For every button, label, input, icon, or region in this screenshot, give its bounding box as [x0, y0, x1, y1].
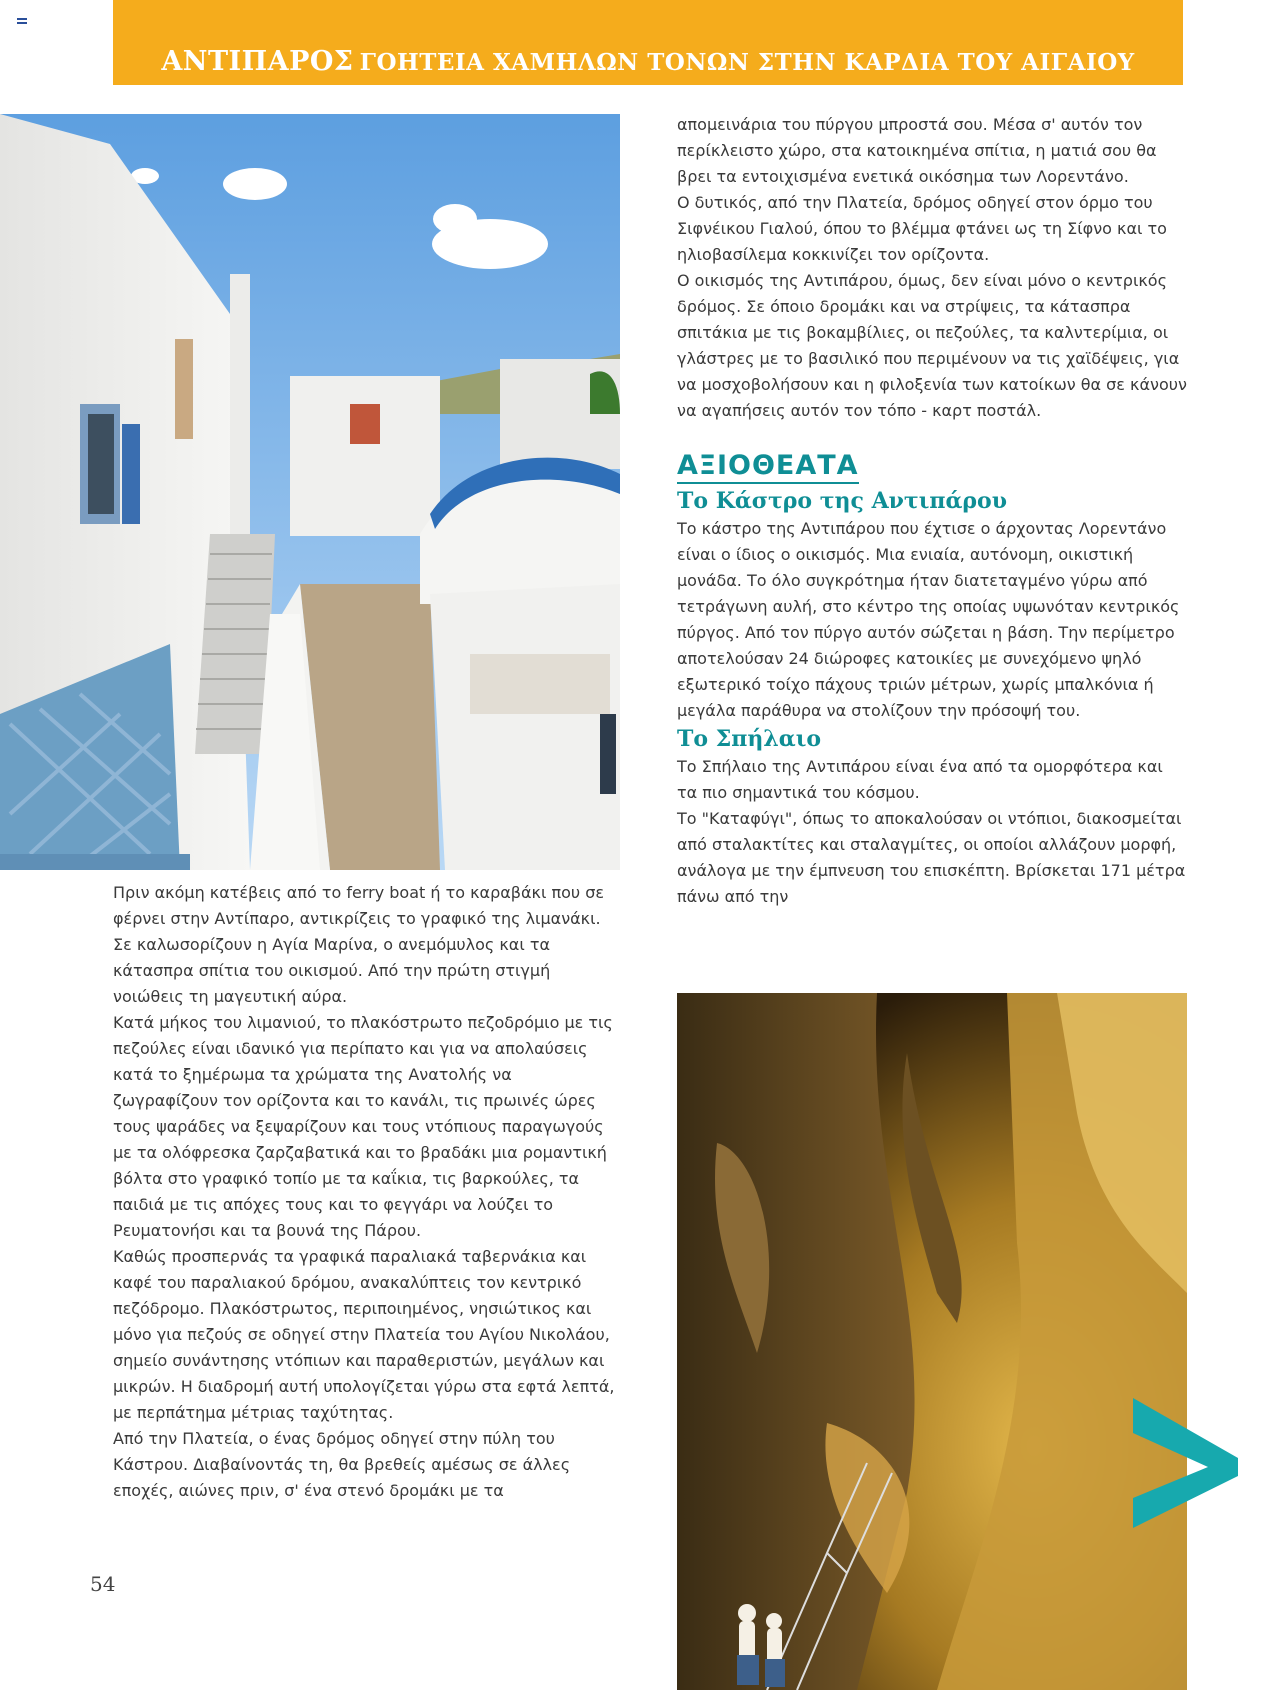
title-main: ΑΝΤΙΠΑΡΟΣ	[161, 46, 354, 77]
paragraph: Πριν ακόμη κατέβεις από το ferry boat ή το καραβάκι που σε φέρνει στην Αντίπαρο, αντικρίζεις το γραφικό της λιμανάκι. Σε καλωσορίζουν η Αγία Μαρίνα, ο ανεμόμυλος και τα κάτασπρα σπίτια του οικισμού. Από την πρώτη στιγμή νοιώθεις τη μαγευτική αύρα.	[113, 883, 605, 1006]
paragraph: Ο οικισμός της Αντιπάρου, όμως, δεν είναι μόνο ο κεντρικός δρόμος. Σε όποιο δρομάκι και να στρίψεις, τα κάτασπρα σπιτάκια με τις βοκαμβίλιες, οι πεζούλες, τα καλντερίμια, οι γλάστρες με το βασιλικό που περιμένουν να τις χαϊδέψεις, για να μοσχοβολήσουν και η φιλοξενία των κατοίκων θα σε κάνουν να αγαπήσεις αυτόν τον τόπο - καρτ ποστάλ.	[677, 271, 1187, 420]
cave-heading: Το Σπήλαιο	[677, 726, 822, 752]
page-title	[113, 46, 1183, 77]
cave-paragraph: Το Σπήλαιο της Αντιπάρου είναι ένα από τα ομορφότερα και τα πιο σημαντικά του κόσμου.	[677, 757, 1163, 802]
page-number: 54	[90, 1572, 116, 1596]
header-band	[113, 0, 1183, 85]
paragraph: Κατά μήκος του λιμανιού, το πλακόστρωτο πεζοδρόμιο με τις πεζούλες είναι ιδανικό για περίπατο και για να απολαύσεις κατά το ξημέρωμα τα χρώματα της Ανατολής να ζωγραφίζουν τον ορίζοντα και το κανάλι, τις πρωινές ώρες τους ψαράδες να ξεψαρίζουν και τους ντόπιους παραγωγούς με τα ολόφρεσκα ζαρζαβατικά και το βραδάκι μια ρομαντική βόλτα στο γραφικό τοπίο με τα καΐκια, τις βαρκούλες, τα παιδιά με τις απόχες τους και το φεγγάρι να λούζει το Ρευματονήσι και τα βουνά της Πάρου.	[113, 1013, 613, 1240]
castle-paragraph: Το κάστρο της Αντιπάρου που έχτισε ο άρχοντας Λορεντάνο είναι ο ίδιος ο οικισμός. Μια ενιαία, αυτόνομη, οικιστική μονάδα. Το όλο συγκρότημα ήταν διατεταγμένο γύρω από τετράγωνη αυλή, στο κέντρο της οποίας υψωνόταν κεντρικός πύργος. Από τον πύργο αυτόν σώζεται η βάση. Την περίμετρο αποτελούσαν 24 διώροφες κατοικίες με συνεχόμενο ψηλό εξωτερικό τοίχο πάχους τριών μέτρων, χωρίς μπαλκόνια ή μεγάλα παράθυρα να στολίζουν την πρόσοψή του.	[677, 519, 1180, 720]
paragraph: Καθώς προσπερνάς τα γραφικά παραλιακά ταβερνάκια και καφέ του παραλιακού δρόμου, ανακαλύπτεις τον κεντρικό πεζόδρομο. Πλακόστρωτος, περιποιημένος, νησιώτικος και μόνο για πεζούς σε οδηγεί στην Πλατεία του Αγίου Νικολάου, σημείο συνάντησης ντόπιων και παραθεριστών, μεγάλων και μικρών. Η διαδρομή αυτή υπολογίζεται γύρω στα εφτά λεπτά, με περπάτημα μέτριας ταχύτητας.	[113, 1247, 615, 1422]
paragraph: απομεινάρια του πύργου μπροστά σου. Μέσα σ' αυτόν τον περίκλειστο χώρο, στα κατοικημένα σπίτια, η ματιά σου θα βρει τα εντοιχισμένα ενετικά οικόσημα των Λορεντάνο.	[677, 115, 1157, 186]
next-page-chevron-icon[interactable]	[1128, 1398, 1238, 1528]
paragraph: Ο δυτικός, από την Πλατεία, δρόμος οδηγεί στον όρμο του Σιφνέικου Γιαλού, όπου το βλέμμα φτάνει ως τη Σίφνο και το ηλιοβασίλεμα κοκκινίζει τον ορίζοντα.	[677, 193, 1167, 264]
village-photo	[0, 114, 620, 870]
paragraph: Από την Πλατεία, ο ένας δρόμος οδηγεί στην πύλη του Κάστρου. Διαβαίνοντάς τη, θα βρεθείς αμέσως σε άλλες εποχές, αιώνες πριν, σ' ένα στενό δρομάκι με τα	[113, 1429, 571, 1500]
section-heading-sights: ΑΞΙΟΘΕΑΤΑ	[677, 450, 859, 484]
castle-heading: Το Κάστρο της Αντιπάρου	[677, 488, 1007, 514]
title-sub: ΓΟΗΤΕΙΑ ΧΑΜΗΛΩΝ ΤΟΝΩΝ ΣΤΗΝ ΚΑΡΔΙΑ ΤΟΥ ΑΙΓΑΙΟΥ	[359, 49, 1135, 76]
cave-photo	[677, 993, 1187, 1690]
right-text-column	[677, 112, 1187, 910]
menu-icon[interactable]	[17, 18, 27, 26]
left-text-column	[113, 880, 618, 1504]
cave-paragraph: Το "Καταφύγι", όπως το αποκαλούσαν οι ντόπιοι, διακοσμείται από σταλακτίτες και σταλαγμίτες, οι οποίοι αλλάζουν μορφή, ανάλογα με την έμπνευση του επισκέπτη. Βρίσκεται 171 μέτρα πάνω από την	[677, 809, 1186, 906]
